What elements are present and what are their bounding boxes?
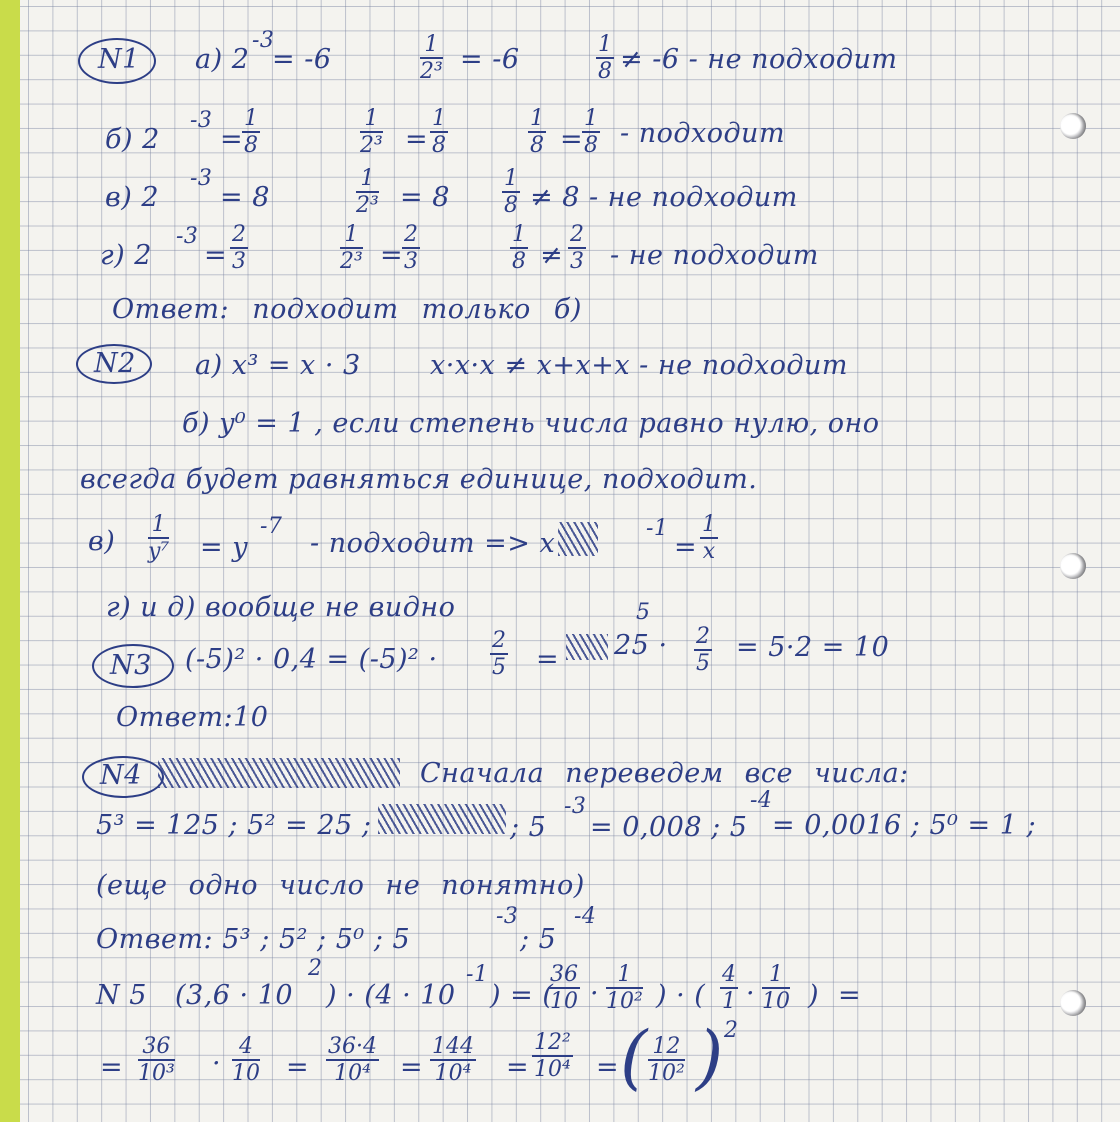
n2-c-equals-x: = [674, 532, 698, 563]
punch-hole [1060, 990, 1086, 1016]
equals-sign: = [400, 1052, 424, 1083]
fraction: $\frac{4}{10}$ [232, 1034, 260, 1087]
crossed-out-text [158, 758, 400, 788]
n1-b-equals: = [560, 124, 584, 155]
notebook-page [20, 0, 1120, 1122]
fraction: $\frac{\text{12²}}{\text{10⁴}}$ [534, 1030, 571, 1083]
n2-c-label: в) [88, 526, 116, 557]
n2-a-expr: a) x³ = x · 3 [195, 350, 361, 381]
fraction: $\frac{36\cdot 4}{\text{10⁴}}$ [328, 1034, 377, 1087]
n1-a-mid-equals: = -6 [460, 44, 520, 75]
n1-d-equals: = [204, 240, 228, 271]
n1-a-result: ≠ -6 - не подходит [620, 44, 898, 75]
fraction: $\frac{1}{8}$ [512, 222, 526, 275]
fraction: $\frac{1}{\text{10²}}$ [606, 962, 643, 1015]
fraction: $\frac{1}{\text{2³}}$ [356, 166, 379, 219]
n3-result: = 5·2 = 10 [736, 632, 890, 663]
n2-c-equals: = y [200, 532, 248, 563]
n2-gd-text: г) и д) вообще не видно [106, 592, 456, 623]
fraction: $\frac{2}{3}$ [404, 222, 418, 275]
n1-b-expr: б) 2 [105, 124, 160, 155]
dot-sign: · [212, 1048, 222, 1079]
fraction: $\frac{1}{\text{2³}}$ [360, 106, 383, 159]
n2-b-text: б) y⁰ = 1 , если степень числа равно нулю, оно [182, 408, 880, 439]
fraction: $\frac{1}{8}$ [504, 166, 518, 219]
n1-d-exponent: -3 [176, 224, 199, 249]
open-paren: ( [620, 1016, 648, 1098]
n5-expr: (3,6 · 10 [175, 980, 294, 1011]
fraction: $\frac{2}{5}$ [696, 624, 710, 677]
n5-exponent: 2 [308, 956, 323, 981]
n1-answer: Ответ: подходит только б) [112, 294, 582, 325]
n1-a-equals: = -6 [272, 44, 332, 75]
fraction: $\frac{1}{x}$ [702, 512, 716, 565]
equals-sign: = [596, 1052, 620, 1083]
n4-answer-exponent: -4 [574, 904, 597, 929]
n1-c-result: ≠ 8 - не подходит [530, 182, 798, 213]
n1-b-equals: = [220, 124, 244, 155]
fraction: $\frac{1}{8}$ [598, 32, 612, 85]
task-number: N1 [98, 44, 140, 75]
n4-note: (еще одно число не понятно) [96, 870, 585, 901]
fraction: $\frac{2}{3}$ [570, 222, 584, 275]
fraction: $\frac{1}{8}$ [244, 106, 258, 159]
n1-d-expr: г) 2 [100, 240, 152, 271]
fraction: $\frac{1}{8}$ [530, 106, 544, 159]
equals-sign: = [506, 1052, 530, 1083]
n4-intro: Сначала переведем все числа: [420, 758, 909, 789]
crossed-out-text [566, 634, 608, 660]
fraction: $\frac{1}{\text{2³}}$ [420, 32, 443, 85]
n5-paren: ) · ( [656, 980, 706, 1011]
n5-mid: ) · (4 · 10 [326, 980, 456, 1011]
n1-c-exponent: -3 [190, 166, 213, 191]
fraction: $\frac{1}{\text{y⁷}}$ [148, 512, 170, 565]
fraction: $\frac{12}{\text{10²}}$ [648, 1034, 685, 1087]
n5-end-equals: = [838, 980, 862, 1011]
n5-equals: ) = ( [490, 980, 554, 1011]
n1-b-equals: = [405, 124, 429, 155]
n1-d-equals: = [380, 240, 404, 271]
not-equal-sign: ≠ [540, 240, 564, 271]
fraction: $\frac{2}{5}$ [492, 628, 506, 681]
n5-close-paren: ) [808, 980, 820, 1011]
n1-c-expr: в) 2 [105, 182, 160, 213]
n3-equals: = [536, 644, 560, 675]
n1-c-mid-equals: = 8 [400, 182, 450, 213]
n4-line-d: = 0,0016 ; 5⁰ = 1 ; [772, 810, 1037, 841]
close-paren: ) [696, 1016, 724, 1098]
fraction: $\frac{1}{8}$ [432, 106, 446, 159]
n4-line-c: = 0,008 ; 5 [590, 812, 748, 843]
fraction: $\frac{1}{8}$ [584, 106, 598, 159]
fraction: $\frac{144}{\text{10⁴}}$ [432, 1034, 474, 1087]
squared-exponent: 2 [724, 1018, 739, 1043]
n2-c-exponent-x: -1 [646, 516, 669, 541]
n2-a-result: x·x·x ≠ x+x+x - не подходит [430, 350, 849, 381]
task-number: N4 [100, 760, 142, 791]
task-number: N3 [110, 650, 152, 681]
n4-line-b: ; 5 [510, 812, 547, 843]
crossed-out-text [558, 522, 598, 556]
equals-sign: = [286, 1052, 310, 1083]
crossed-out-text [378, 804, 506, 834]
n2-c-result: - подходит => x [310, 528, 556, 559]
n2-c-exponent: -7 [260, 514, 283, 539]
n4-answer-tail: ; 5 [520, 924, 557, 955]
fraction: $\frac{36}{\text{10³}}$ [138, 1034, 175, 1087]
n4-answer: Ответ: 5³ ; 5² ; 5⁰ ; 5 [96, 924, 411, 955]
punch-hole [1060, 113, 1086, 139]
n3-num: 25 · [614, 630, 668, 661]
fraction: $\frac{36}{10}$ [550, 962, 578, 1015]
punch-hole [1060, 553, 1086, 579]
n5-line2-start: = [100, 1052, 124, 1083]
n4-exponent: -3 [564, 794, 587, 819]
n1-a-expr: a) 2 [195, 44, 250, 75]
n4-line-a: 5³ = 125 ; 5² = 25 ; [96, 810, 372, 841]
n3-expr: (-5)² · 0,4 = (-5)² · [185, 644, 438, 675]
n1-b-result: - подходит [620, 118, 786, 149]
n4-answer-exponent: -3 [496, 904, 519, 929]
n5-exponent: -1 [466, 962, 489, 987]
n3-answer: Ответ:10 [116, 702, 269, 733]
fraction: $\frac{1}{\text{2³}}$ [340, 222, 363, 275]
n1-b-exponent: -3 [190, 108, 213, 133]
fraction: $\frac{2}{3}$ [232, 222, 246, 275]
task-number: N2 [94, 348, 136, 379]
n4-exponent: -4 [750, 788, 773, 813]
n1-c-equals: = 8 [220, 182, 270, 213]
dot-sign: · [590, 978, 600, 1009]
binder-edge [0, 0, 20, 1122]
fraction: $\frac{4}{1}$ [722, 962, 736, 1015]
dot-sign: · [746, 978, 756, 1009]
n3-small-five: 5 [636, 600, 651, 625]
task-number: N 5 [96, 980, 147, 1011]
n2-b-text-continued: всегда будет равняться единице, подходит. [80, 464, 758, 495]
n1-d-result: - не подходит [610, 240, 819, 271]
fraction: $\frac{1}{10}$ [762, 962, 790, 1015]
n1-a-exponent: -3 [252, 28, 275, 53]
